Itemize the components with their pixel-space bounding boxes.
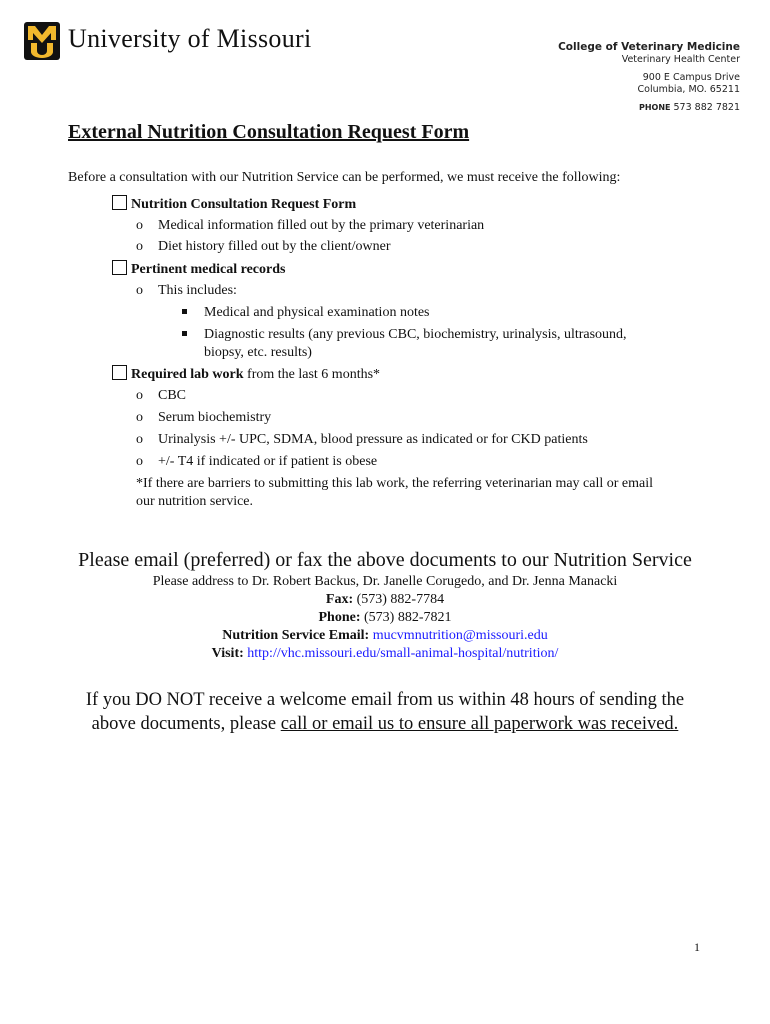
checklist-item-label: Nutrition Consultation Request Form bbox=[131, 197, 357, 212]
address-line-2: Columbia, MO. 65211 bbox=[637, 84, 740, 95]
welcome-email-notice bbox=[0, 688, 770, 736]
bullet-icon: o bbox=[136, 283, 143, 298]
bullet-icon: o bbox=[136, 432, 143, 447]
list-item-continuation: biopsy, etc. results) bbox=[204, 345, 312, 360]
mizzou-logo-icon bbox=[24, 22, 60, 60]
bullet-icon: o bbox=[136, 218, 143, 233]
submission-heading: Please email (preferred) or fax the above documents to our Nutrition Service bbox=[78, 549, 692, 571]
header-phone-value: 573 882 7821 bbox=[673, 102, 740, 113]
checkbox-icon[interactable] bbox=[112, 260, 127, 275]
checklist-item-lab-work[interactable] bbox=[112, 365, 380, 383]
email-link[interactable]: mucvmnutrition@missouri.edu bbox=[372, 628, 548, 643]
intro-text: Before a consultation with our Nutrition Service can be performed, we must receive the following: bbox=[68, 170, 621, 185]
list-item-text: This includes: bbox=[158, 283, 237, 298]
checklist-item-medical-records[interactable] bbox=[112, 260, 285, 278]
list-item-text: CBC bbox=[158, 388, 187, 403]
fax-value: (573) 882-7784 bbox=[353, 592, 445, 607]
square-bullet-icon bbox=[182, 309, 187, 314]
list-item-text: Serum biochemistry bbox=[158, 410, 272, 425]
list-item-text: Medical and physical examination notes bbox=[204, 305, 430, 320]
college-name: College of Veterinary Medicine bbox=[558, 41, 740, 53]
center-name: Veterinary Health Center bbox=[621, 54, 740, 65]
bullet-icon: o bbox=[136, 454, 143, 469]
header-phone bbox=[558, 102, 740, 114]
list-item-text: Diet history filled out by the client/owner bbox=[158, 239, 391, 254]
email-line bbox=[0, 627, 770, 645]
checklist-item-label-bold: Required lab work bbox=[131, 367, 244, 382]
website-link[interactable]: http://vhc.missouri.edu/small-animal-hospital/nutrition/ bbox=[247, 646, 559, 661]
lab-work-note-line-2: our nutrition service. bbox=[136, 494, 254, 509]
form-title: External Nutrition Consultation Request Form bbox=[68, 121, 470, 143]
notice-line-2-plain: above documents, please bbox=[91, 714, 281, 734]
contact-block bbox=[558, 40, 740, 114]
phone-line bbox=[0, 609, 770, 627]
phone-value: (573) 882-7821 bbox=[360, 610, 452, 625]
checklist-item-label-rest: from the last 6 months* bbox=[243, 367, 381, 382]
visit-line bbox=[0, 645, 770, 663]
list-item bbox=[136, 217, 484, 234]
checklist-item-label: Pertinent medical records bbox=[131, 262, 286, 277]
bullet-icon: o bbox=[136, 410, 143, 425]
list-item bbox=[136, 409, 271, 426]
bullet-icon: o bbox=[136, 239, 143, 254]
list-item bbox=[136, 387, 186, 404]
email-label: Nutrition Service Email: bbox=[222, 628, 370, 643]
list-item-text: Diagnostic results (any previous CBC, biochemistry, urinalysis, ultrasound, bbox=[204, 327, 627, 342]
list-item-text: Urinalysis +/- UPC, SDMA, blood pressure as indicated or for CKD patients bbox=[158, 432, 588, 447]
lab-work-note-line-1: *If there are barriers to submitting this lab work, the referring veterinarian may call or email bbox=[136, 476, 654, 491]
fax-label: Fax: bbox=[325, 592, 354, 607]
list-item-text: Medical information filled out by the primary veterinarian bbox=[158, 218, 485, 233]
list-item bbox=[182, 304, 430, 321]
fax-line bbox=[0, 591, 770, 609]
list-item bbox=[136, 453, 377, 470]
notice-line-1: If you DO NOT receive a welcome email from us within 48 hours of sending the bbox=[85, 690, 685, 710]
address-to: Please address to Dr. Robert Backus, Dr. Janelle Corugedo, and Dr. Jenna Manacki bbox=[152, 574, 618, 589]
phone-label: Phone: bbox=[318, 610, 361, 625]
list-item-text: +/- T4 if indicated or if patient is obese bbox=[158, 454, 378, 469]
header-phone-label: PHONE bbox=[638, 103, 671, 112]
notice-line-2-underlined: call or email us to ensure all paperwork was received. bbox=[280, 714, 679, 734]
page-number: 1 bbox=[694, 940, 700, 954]
checklist-item-request-form[interactable] bbox=[112, 195, 356, 213]
notice-line-2 bbox=[0, 712, 770, 736]
list-item bbox=[136, 431, 588, 448]
visit-label: Visit: bbox=[211, 646, 244, 661]
university-name: University of Missouri bbox=[68, 24, 312, 53]
list-item bbox=[136, 282, 237, 299]
checkbox-icon[interactable] bbox=[112, 195, 127, 210]
list-item bbox=[136, 238, 391, 255]
bullet-icon: o bbox=[136, 388, 143, 403]
address-line-1: 900 E Campus Drive bbox=[642, 72, 740, 83]
checkbox-icon[interactable] bbox=[112, 365, 127, 380]
list-item bbox=[182, 326, 627, 343]
square-bullet-icon bbox=[182, 331, 187, 336]
